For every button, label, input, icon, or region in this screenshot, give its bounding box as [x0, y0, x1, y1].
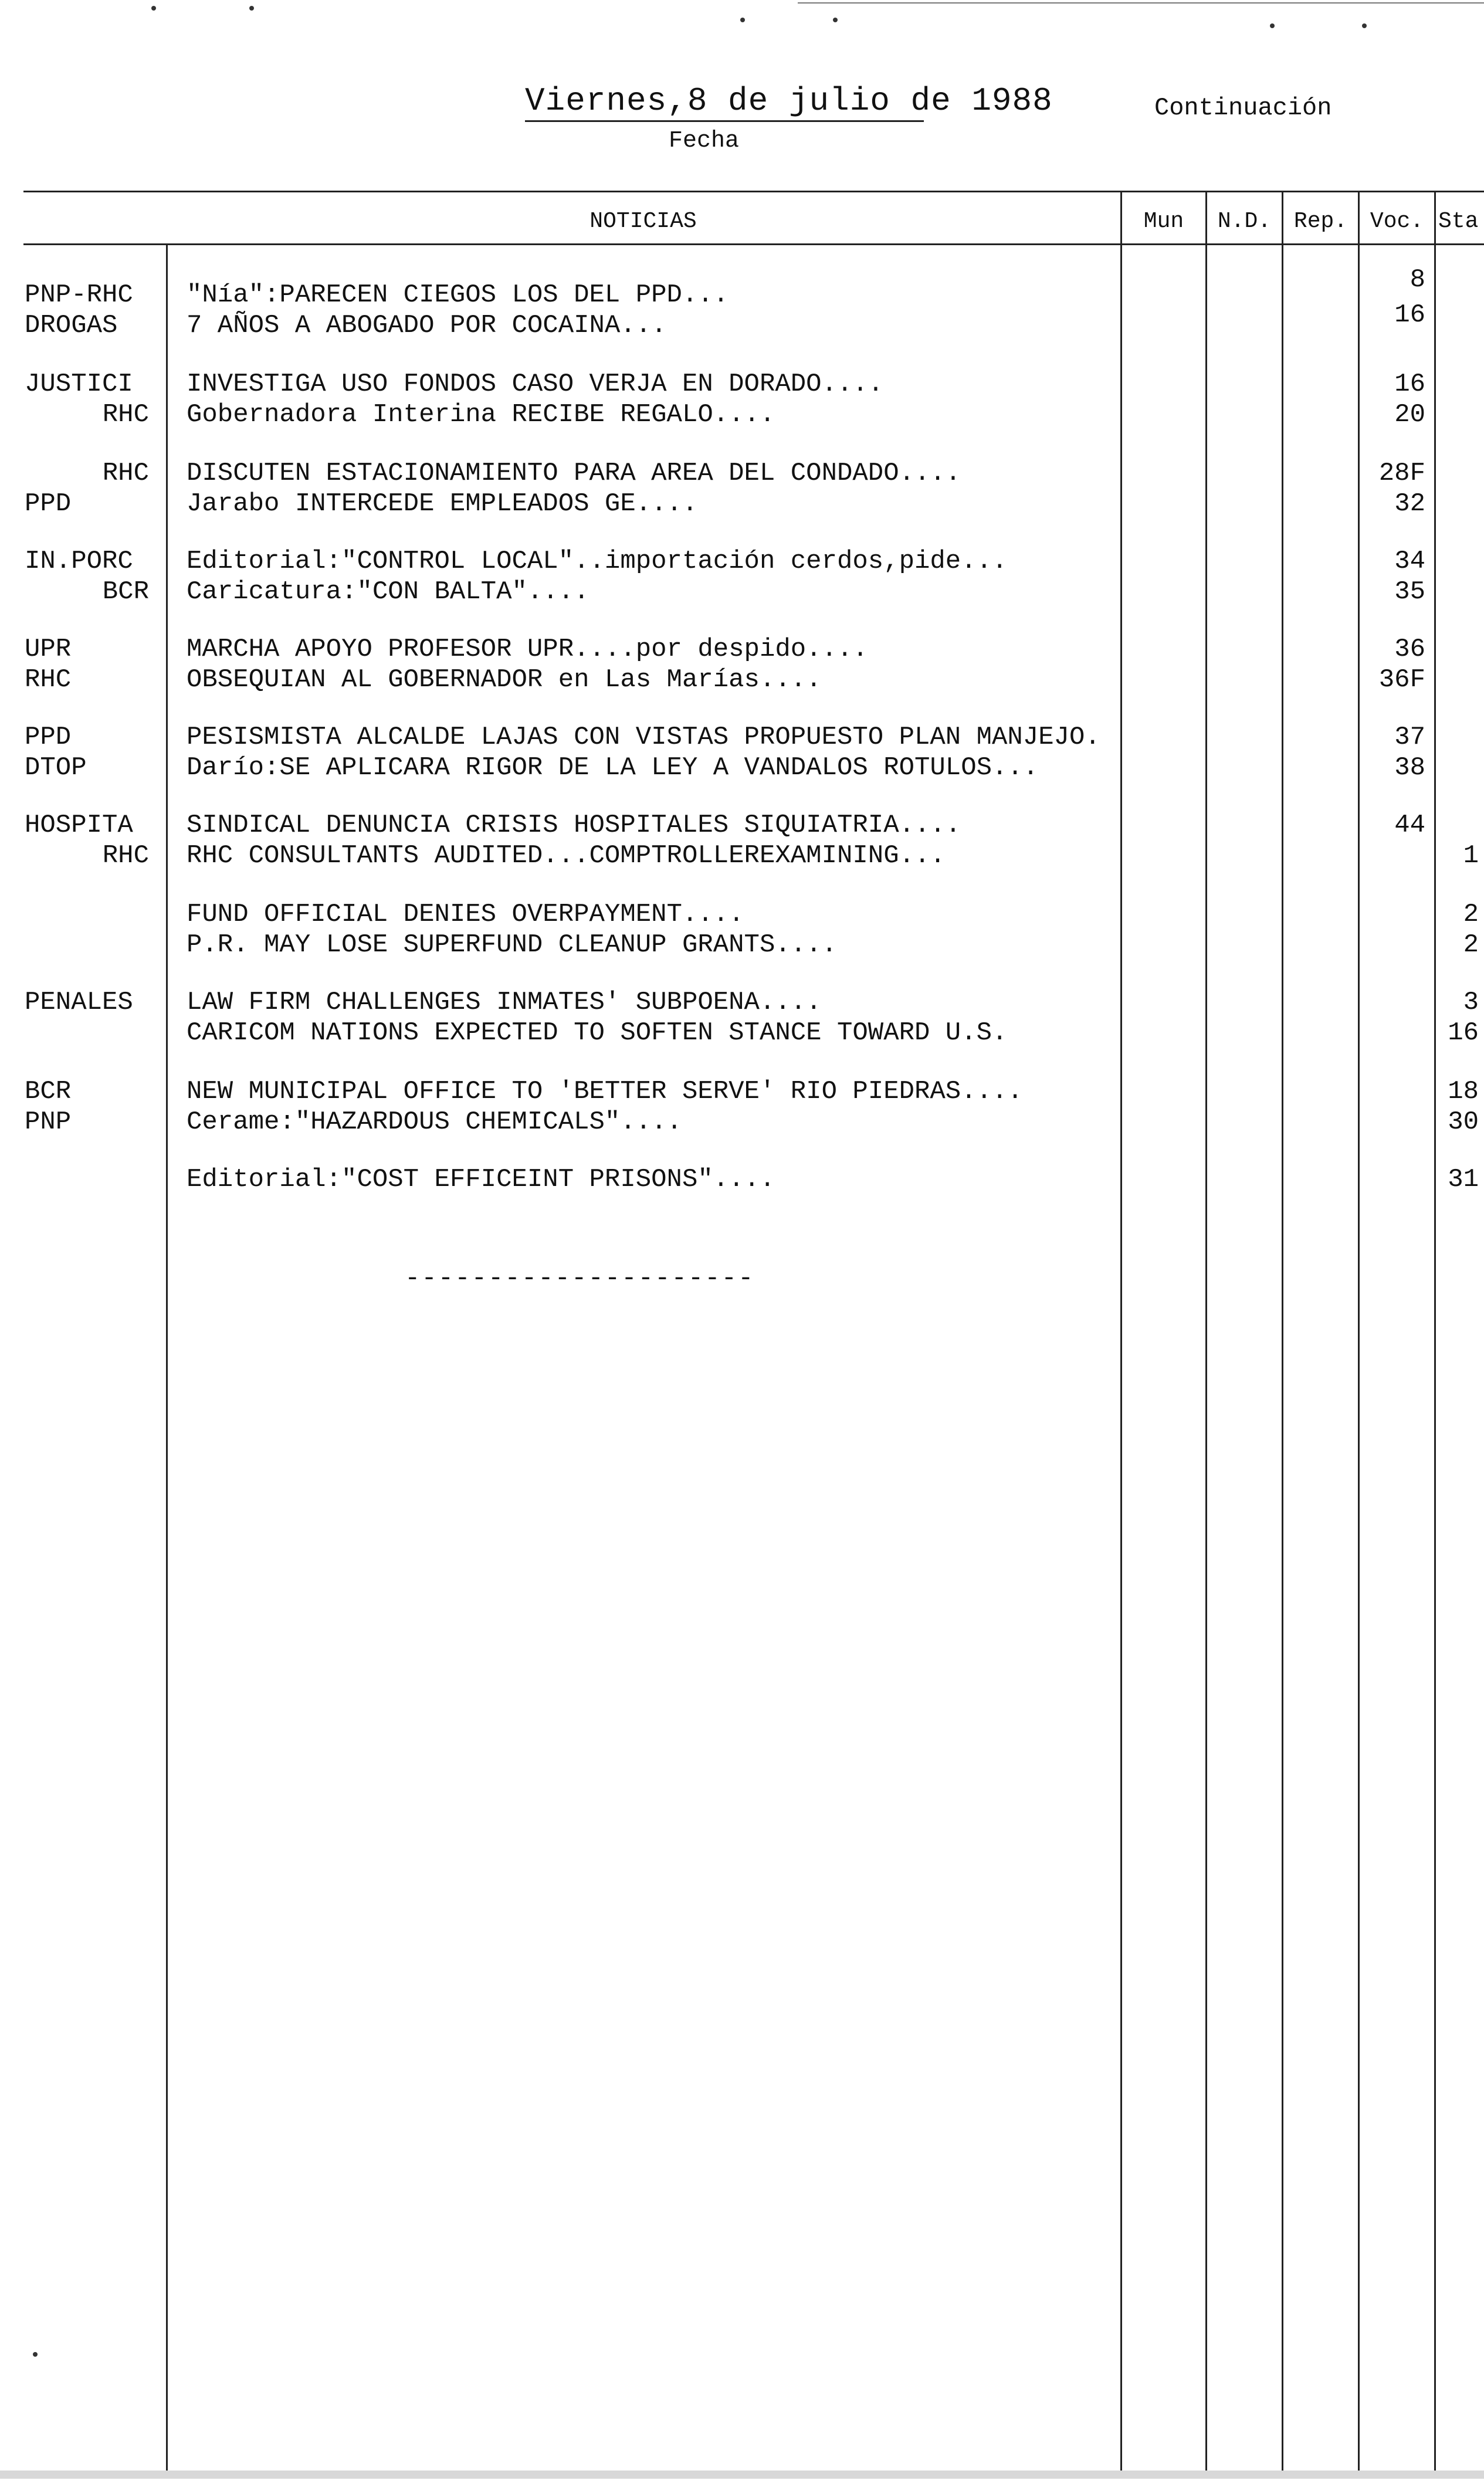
- headline: OBSEQUIAN AL GOBERNADOR en Las Marías....: [187, 665, 822, 694]
- category-code: BCR: [25, 1077, 72, 1106]
- table-row: [0, 489, 1484, 519]
- voc-page: 20: [1394, 400, 1425, 429]
- category-code: RHC: [102, 400, 149, 429]
- nd-column-divider: [1205, 191, 1207, 2472]
- table-row: [0, 899, 1484, 930]
- column-header-mun: Mun: [1143, 209, 1184, 234]
- voc-page: 8: [1410, 265, 1425, 294]
- table-row: [0, 634, 1484, 665]
- category-code: BCR: [102, 577, 149, 606]
- voc-page: 44: [1394, 811, 1425, 840]
- category-code: PPD: [25, 723, 72, 752]
- table-top-rule: [23, 191, 1484, 192]
- headline: Jarabo INTERCEDE EMPLEADOS GE....: [187, 489, 698, 519]
- category-code: JUSTICI: [25, 370, 133, 399]
- headline: Caricatura:"CON BALTA"....: [187, 577, 589, 606]
- sta-page: 3: [1463, 988, 1479, 1017]
- voc-page: 36F: [1378, 665, 1425, 694]
- headline: Editorial:"COST EFFICEINT PRISONS"....: [187, 1165, 775, 1194]
- voc-page: 35: [1394, 577, 1425, 606]
- column-header-nd: N.D.: [1217, 209, 1272, 234]
- table-row: [0, 1018, 1484, 1048]
- binder-dot: [151, 6, 156, 11]
- voc-page: 16: [1394, 300, 1425, 330]
- headline: CARICOM NATIONS EXPECTED TO SOFTEN STANCE TOWARD U.S.: [187, 1018, 1008, 1048]
- report-date: Viernes,8 de julio de 1988: [525, 82, 1053, 120]
- table-row: [0, 399, 1484, 430]
- voc-page: 34: [1394, 547, 1425, 576]
- table-row: [0, 265, 1484, 310]
- headline: FUND OFFICIAL DENIES OVERPAYMENT....: [187, 900, 744, 929]
- table-row: [0, 546, 1484, 577]
- category-code: IN.PORC: [25, 547, 133, 576]
- category-code: RHC: [102, 841, 149, 870]
- binder-dot: [740, 18, 745, 22]
- sta-page: 2: [1463, 900, 1479, 929]
- table-row: [0, 1164, 1484, 1195]
- sta-page: 31: [1448, 1165, 1479, 1194]
- table-header-rule: [23, 243, 1484, 245]
- headline: 7 AÑOS A ABOGADO POR COCAINA...: [187, 311, 667, 340]
- category-code: RHC: [102, 459, 149, 488]
- column-header-rep: Rep.: [1293, 209, 1348, 234]
- sta-page: 2: [1463, 930, 1479, 960]
- mun-column-divider: [1120, 191, 1122, 2472]
- category-code: UPR: [25, 635, 72, 664]
- voc-page: 16: [1394, 370, 1425, 399]
- voc-page: 37: [1394, 723, 1425, 752]
- date-label: Fecha: [669, 128, 740, 154]
- headline: PESISMISTA ALCALDE LAJAS CON VISTAS PROPUESTO PLAN MANJEJO.: [187, 723, 1100, 752]
- headline: Darío:SE APLICARA RIGOR DE LA LEY A VANDALOS ROTULOS...: [187, 753, 1039, 782]
- sta-page: 1: [1463, 841, 1479, 870]
- headline: "Nía":PARECEN CIEGOS LOS DEL PPD...: [187, 280, 729, 310]
- table-row: [0, 987, 1484, 1018]
- table-row: [0, 665, 1484, 695]
- category-code: HOSPITA: [25, 811, 133, 840]
- category-code: PNP-RHC: [25, 280, 133, 310]
- sta-page: 30: [1448, 1107, 1479, 1137]
- sta-column-divider: [1434, 191, 1436, 2472]
- table-row: [0, 810, 1484, 841]
- table-row: [0, 930, 1484, 960]
- table-row: [0, 577, 1484, 607]
- date-underline: [525, 120, 924, 122]
- scan-speck: [33, 2352, 38, 2357]
- category-code: PPD: [25, 489, 72, 519]
- headline: SINDICAL DENUNCIA CRISIS HOSPITALES SIQUIATRIA....: [187, 811, 961, 840]
- headline: MARCHA APOYO PROFESOR UPR....por despido....: [187, 635, 868, 664]
- table-row: [0, 1107, 1484, 1137]
- category-code: DROGAS: [25, 311, 118, 340]
- voc-column-divider: [1358, 191, 1360, 2472]
- table-row: [0, 841, 1484, 871]
- end-of-list-rule: ---------------------: [405, 1264, 755, 1293]
- voc-page: 38: [1394, 753, 1425, 782]
- headline: INVESTIGA USO FONDOS CASO VERJA EN DORADO....: [187, 370, 884, 399]
- table-row: [0, 722, 1484, 753]
- headline: P.R. MAY LOSE SUPERFUND CLEANUP GRANTS....: [187, 930, 837, 960]
- headline: NEW MUNICIPAL OFFICE TO 'BETTER SERVE' RIO PIEDRAS....: [187, 1077, 1023, 1106]
- scan-edge-line: [798, 2, 1484, 4]
- headline: Editorial:"CONTROL LOCAL"..importación cerdos,pide...: [187, 547, 1008, 576]
- binder-dot: [249, 6, 254, 11]
- headline: LAW FIRM CHALLENGES INMATES' SUBPOENA....: [187, 988, 822, 1017]
- headline: Cerame:"HAZARDOUS CHEMICALS"....: [187, 1107, 682, 1137]
- column-header-noticias: NOTICIAS: [589, 209, 697, 234]
- category-code: RHC: [25, 665, 72, 694]
- voc-page: 36: [1394, 635, 1425, 664]
- continuation-label: Continuación: [1154, 94, 1332, 122]
- binder-dot: [1362, 23, 1367, 28]
- headline: Gobernadora Interina RECIBE REGALO....: [187, 400, 775, 429]
- column-header-voc: Voc.: [1370, 209, 1424, 234]
- binder-dot: [833, 18, 838, 22]
- headline: DISCUTEN ESTACIONAMIENTO PARA AREA DEL CONDADO....: [187, 459, 961, 488]
- sta-page: 18: [1448, 1077, 1479, 1106]
- category-code: PNP: [25, 1107, 72, 1137]
- table-row: [0, 300, 1484, 341]
- voc-page: 32: [1394, 489, 1425, 519]
- voc-page: 28F: [1378, 459, 1425, 488]
- category-code: PENALES: [25, 988, 133, 1017]
- column-header-sta: Sta: [1438, 209, 1479, 234]
- binder-dot: [1270, 23, 1275, 28]
- rep-column-divider: [1282, 191, 1283, 2472]
- headline: RHC CONSULTANTS AUDITED...COMPTROLLEREXAMINING...: [187, 841, 946, 870]
- table-row: [0, 753, 1484, 783]
- table-row: [0, 369, 1484, 399]
- category-code: DTOP: [25, 753, 87, 782]
- scan-bottom-edge: [0, 2471, 1484, 2479]
- sta-page: 16: [1448, 1018, 1479, 1048]
- table-row: [0, 458, 1484, 489]
- table-row: [0, 1076, 1484, 1107]
